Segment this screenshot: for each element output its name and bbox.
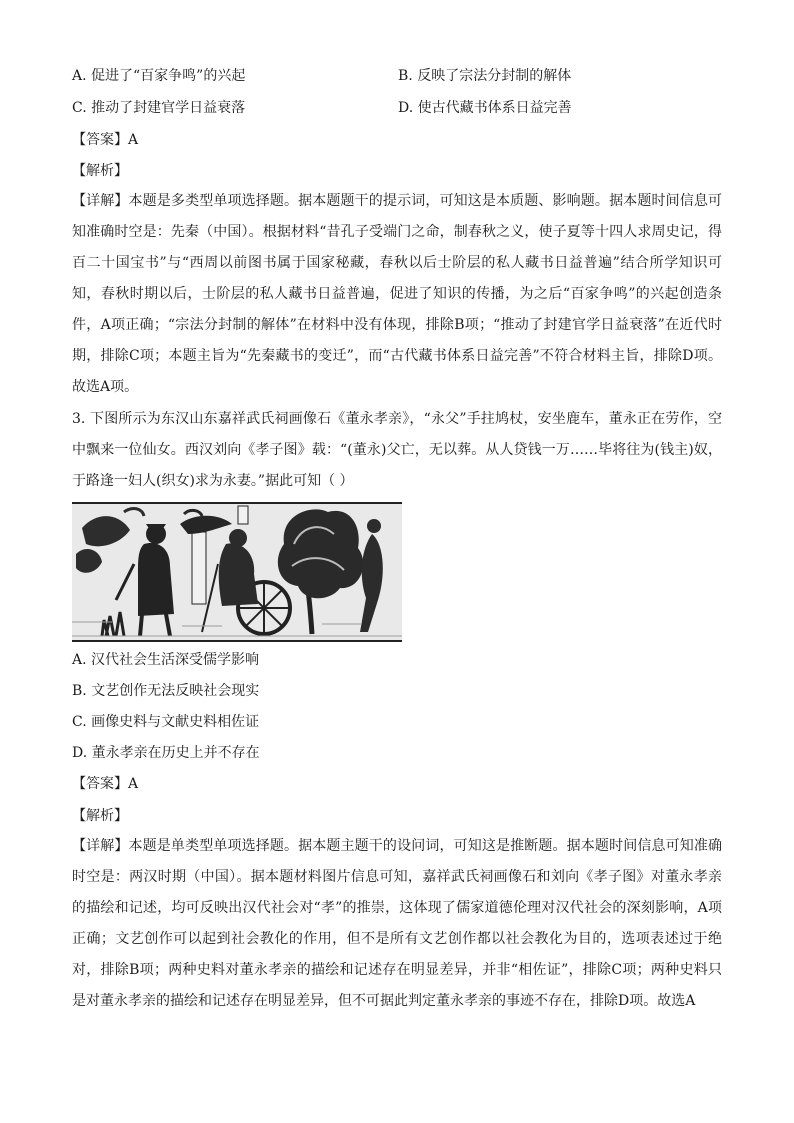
q3-option-c: C. 画像史料与文献史料相佐证 bbox=[72, 714, 260, 730]
q3-answer: 【答案】A bbox=[72, 776, 139, 792]
q2-option-a: A. 促进了“百家争鸣”的兴起 bbox=[72, 68, 246, 84]
q3-analysis-label: 【解析】 bbox=[72, 808, 128, 824]
q2-option-b: B. 反映了宗法分封制的解体 bbox=[398, 68, 572, 84]
q2-detail: 【详解】本题是多类型单项选择题。据本题题干的提示词，可知这是本质题、影响题。据本题时间信息可知准确时空是：先秦（中国）。根据材料“昔孔子受端门之命，制春秋之义，使子夏等十四人求周史记，得百二十国宝书”与“西周以前图书属于国家秘藏，春秋以后士阶层的私人藏书日益普遍”结合所学知识可知，春秋时期以后，士阶层的私人藏书日益普遍，促进了知识的传播，为之后“百家争鸣”的兴起创造条件，A项正确；“宗法分封制的解体”在材料中没有体现，排除B项；“推动了封建官学日益衰落”在近代时期，排除C项；本题主旨为“先秦藏书的变迁”，而“古代藏书体系日益完善”不符合材料主旨，排除D项。故选A项。 bbox=[72, 193, 722, 395]
q3-stem: 3. 下图所示为东汉山东嘉祥武氏祠画像石《董永孝亲》，“永父”手拄鸠杖，安坐鹿车，董永正在劳作，空中飘来一位仙女。西汉刘向《孝子图》载：“(董永)父亡，无以葬。从人贷钱一万……毕将往为(钱主)奴，于路逢一妇人(织女)求为永妻。”据此可知（ ） bbox=[72, 411, 722, 489]
q2-answer: 【答案】A bbox=[72, 132, 139, 148]
q3-option-b: B. 文艺创作无法反映社会现实 bbox=[72, 683, 260, 699]
q3-detail: 【详解】本题是单类型单项选择题。据本题主题干的设问词，可知这是推断题。据本题时间信息可知准确时空是：两汉时期（中国）。据本题材料图片信息可知，嘉祥武氏祠画像石和刘向《孝子图》对董永孝亲的描绘和记述，均可反映出汉代社会对“孝”的推崇，这体现了儒家道德伦理对汉代社会的深刻影响，A项正确；文艺创作可以起到社会教化的作用，但不是所有文艺创作都以社会教化为目的，选项表述过于绝对，排除B项；两种史料对董永孝亲的描绘和记述存在明显差异，并非“相佐证”，排除C项；两种史料只是对董永孝亲的描绘和记述存在明显差异，但不可据此判定董永孝亲的事迹不存在，排除D项。故选A bbox=[72, 838, 722, 1009]
q3-option-d: D. 董永孝亲在历史上并不存在 bbox=[72, 745, 260, 761]
q3-option-a: A. 汉代社会生活深受儒学影响 bbox=[72, 652, 260, 668]
stone-relief-image bbox=[72, 502, 402, 642]
stone-relief-illustration bbox=[72, 504, 402, 640]
q2-option-c: C. 推动了封建官学日益衰落 bbox=[72, 100, 246, 116]
q2-analysis-label: 【解析】 bbox=[72, 163, 128, 179]
q2-option-d: D. 使古代藏书体系日益完善 bbox=[398, 100, 572, 116]
